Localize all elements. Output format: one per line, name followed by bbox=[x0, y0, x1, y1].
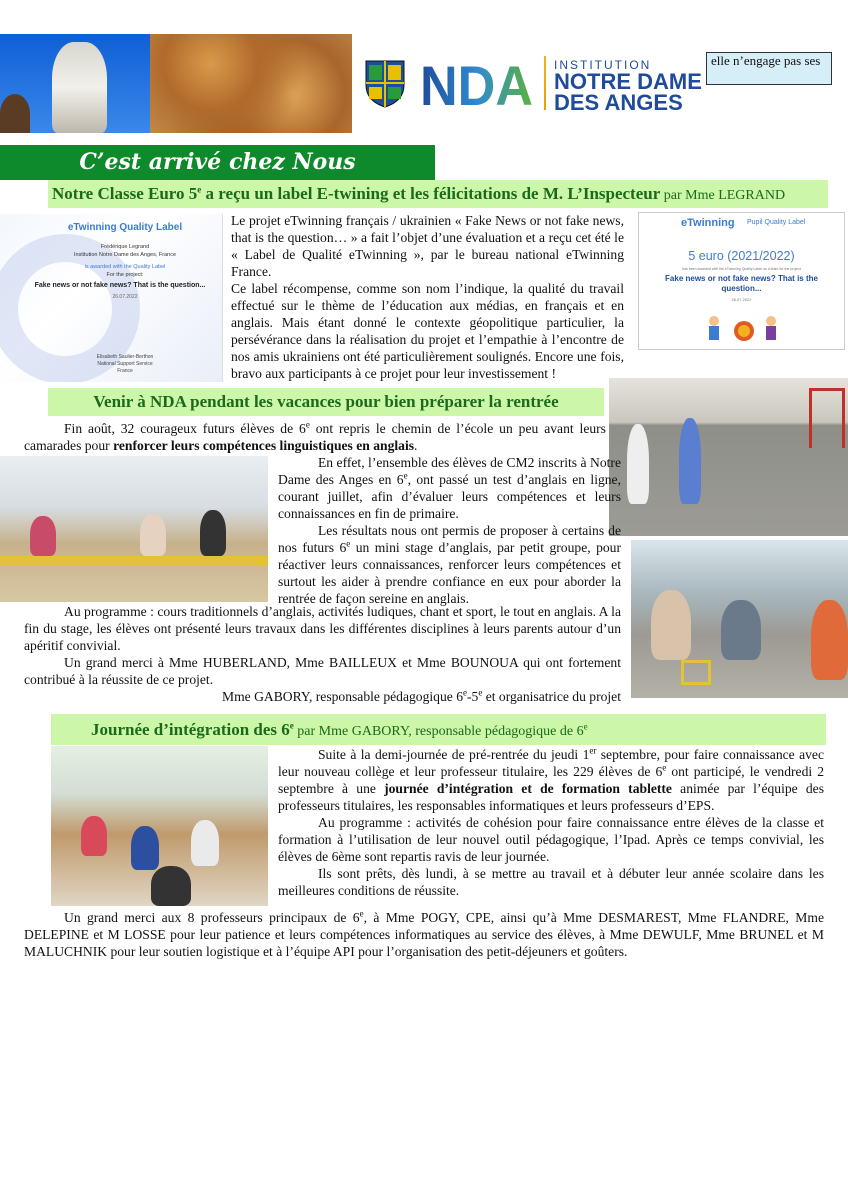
person-figure bbox=[721, 600, 761, 660]
cert-name: Frédérique Legrand bbox=[100, 244, 150, 250]
article1-p2: Ce label récompense, comme son nom l’indique, la qualité du travail effectué sur le thème de l’éducation aux médias, en français et en anglais. Mais étant donné le contexte géopolitique particulier, la persévérance dans la réalisation du projet et l’empathie à l’encontre de nos amis ukrainiens ont été particulièrement soulignés. Encore une fois, bravo aux participants à ce projet pour leur investissement ! bbox=[231, 281, 624, 381]
article1-text bbox=[231, 212, 624, 382]
article2-p2sup: e bbox=[403, 470, 408, 481]
quality-label-certificate bbox=[0, 214, 223, 382]
nda-logo-text: NDA bbox=[420, 58, 533, 110]
cert2-brand: eTwinning bbox=[681, 217, 735, 229]
article3-p1sup2: e bbox=[662, 762, 667, 773]
article3-p3: Ils sont prêts, dès lundi, à se mettre au travail et à débuter leur année scolaire dans les meilleures conditions de réussite. bbox=[278, 866, 824, 898]
article2-p1c: . bbox=[414, 438, 418, 453]
cert-signer-country: France bbox=[117, 368, 133, 374]
article3-heading-a: Journée d’intégration des 6 bbox=[91, 720, 290, 739]
tablet-training-photo bbox=[51, 746, 268, 906]
school-crest-icon bbox=[364, 57, 406, 109]
logo-separator bbox=[544, 56, 546, 110]
article3-p1a: Suite à la demi-journée de pré-rentrée du jeudi 1 bbox=[318, 747, 590, 762]
article3-text bbox=[278, 746, 824, 899]
article3-p1 bbox=[278, 746, 824, 814]
article3-byline-sup: e bbox=[583, 721, 588, 732]
article2-p2b: , ont passé un test d’anglais en ligne, courant juillet, afin d’évaluer leurs compétences et leurs connaissances en fin de primaire. bbox=[278, 472, 621, 521]
article2-p3a: Les résultats nous ont permis de proposer à certains de nos futurs 6 bbox=[278, 523, 621, 555]
article1-byline: par Mme LEGRAND bbox=[660, 188, 786, 203]
chair bbox=[681, 660, 711, 685]
article1-heading-sup: e bbox=[197, 184, 202, 195]
child-figure bbox=[30, 516, 56, 556]
cert-for: For the project: bbox=[106, 272, 144, 278]
institution-line3: DES ANGES bbox=[554, 90, 683, 115]
article1-p1: Le projet eTwinning français / ukrainien « Fake News or not fake news, that is the question… » a fait l’objet d’une évaluation et a reçu cet été le « Label de Qualité eTwinning », par le bureau national eTwinning France. bbox=[231, 213, 624, 279]
classroom-photo bbox=[0, 456, 268, 602]
article3-p1sup: er bbox=[589, 745, 597, 756]
cert2-badge-icon bbox=[699, 311, 789, 347]
article3-p1bold: journée d’intégration et de formation tablette bbox=[384, 781, 672, 796]
article3-byline-a: par Mme GABORY, responsable pédagogique de 6 bbox=[293, 724, 584, 739]
cert-signer-role: National Support Service bbox=[97, 361, 153, 367]
article2-p2a: En effet, l’ensemble des élèves de CM2 inscrits à Notre Dame des Anges en 6 bbox=[278, 455, 621, 487]
article2-sig-c: et organisatrice du projet bbox=[482, 689, 621, 704]
article2-p1 bbox=[24, 420, 606, 454]
cert2-project: Fake news or not fake news? That is the question... bbox=[665, 274, 818, 293]
article3-heading-sup: e bbox=[289, 720, 294, 731]
article3-p4sup: e bbox=[359, 908, 364, 919]
article1-heading-a: Notre Classe Euro 5 bbox=[52, 184, 198, 203]
article2-p3 bbox=[278, 522, 621, 607]
institution-line1: INSTITUTION bbox=[554, 58, 652, 72]
article3-p4a: Un grand merci aux 8 professeurs principaux de 6 bbox=[64, 910, 360, 925]
article1-heading bbox=[48, 180, 828, 208]
tree-silhouette bbox=[0, 94, 30, 133]
cert-school: Institution Notre Dame des Anges, France bbox=[73, 252, 177, 258]
person-figure bbox=[651, 590, 691, 660]
institution-line2: NOTRE DAME bbox=[554, 69, 702, 94]
article2-p3b: un mini stage d’anglais, par petit groupe, pour réactiver leurs connaissances, renforcer leurs compétences et surtout les aider à prendre confiance en eux pour aborder la rentrée de façon sereine en anglais. bbox=[278, 540, 621, 606]
article3-p4b: , à Mme POGY, CPE, ainsi qu’à Mme DESMAREST, Mme FLANDRE, Mme DELEPINE et M LOSSE pour leur patience et leurs compétences informatiques au service des élèves, à Mme DEWULF, Mme BRUNEL et M MALUCHNIK pour leur soutien logistique et à l’équipe API pour l’organisation des petit-déjeuners et goûters. bbox=[24, 910, 824, 959]
schoolyard-photo bbox=[609, 378, 848, 536]
article2-heading: Venir à NDA pendant les vacances pour bien préparer la rentrée bbox=[48, 388, 604, 416]
cert2-date: 26.07.2022 bbox=[731, 297, 752, 302]
article2-signature bbox=[24, 688, 621, 705]
pupil-quality-label bbox=[638, 212, 845, 350]
child-figure bbox=[200, 510, 226, 556]
child-figure bbox=[140, 514, 166, 556]
cert-brand: eTwinning Quality Label bbox=[67, 222, 183, 233]
cert-awarded: is awarded with the Quality Label bbox=[84, 264, 166, 270]
disclaimer-box: elle n’engage pas ses bbox=[706, 52, 832, 85]
cert2-label: Pupil Quality Label bbox=[747, 219, 806, 226]
article2-p4: Au programme : cours traditionnels d’anglais, activités ludiques, chant et sport, le tout en anglais. A la fin du stage, les élèves ont présenté leurs travaux dans les différentes disciplines à leurs parents autour d’un apéritif convivial. bbox=[24, 604, 621, 653]
article2-p1b: ont repris le chemin de l’école un peu avant leurs camarades pour bbox=[24, 421, 606, 453]
goal-post bbox=[809, 388, 845, 448]
article2-sig-sup1: e bbox=[463, 687, 467, 698]
article2-p5: Un grand merci à Mme HUBERLAND, Mme BAILLEUX et Mme BOUNOUA qui ont fortement contribué à la réussite de ce projet. bbox=[24, 655, 621, 687]
chairs bbox=[0, 556, 268, 566]
article2-p3sup: e bbox=[346, 538, 351, 549]
cert-signer: Elisabeth Saulier-Berthon bbox=[96, 354, 154, 360]
article2-sig-b: -5 bbox=[467, 689, 479, 704]
nda-logo bbox=[420, 58, 535, 110]
person-figure bbox=[811, 600, 848, 680]
cert-date: 26.07.2022 bbox=[112, 294, 138, 300]
article2-p2 bbox=[278, 454, 621, 522]
article1-heading-b: a reçu un label E-twining et les félicitations de M. L’Inspecteur bbox=[201, 184, 661, 203]
cert2-class: 5 euro (2021/2022) bbox=[688, 249, 795, 263]
article2-sig-a: Mme GABORY, responsable pédagogique 6 bbox=[221, 689, 463, 704]
child-figure bbox=[191, 820, 219, 866]
article2-p1a: Fin août, 32 courageux futurs élèves de 6 bbox=[64, 421, 306, 436]
parents-aperitif-photo bbox=[631, 540, 848, 698]
article3-byline bbox=[293, 721, 588, 739]
child-figure bbox=[627, 424, 649, 504]
child-figure bbox=[131, 826, 159, 870]
child-figure bbox=[81, 816, 107, 856]
autumn-tree bbox=[150, 34, 352, 133]
article3-p4 bbox=[24, 909, 824, 960]
cert-project: Fake news or not fake news? That is the question... bbox=[34, 282, 206, 289]
article2-p1sup: e bbox=[305, 419, 310, 430]
article3-heading bbox=[51, 714, 826, 745]
institution-name bbox=[554, 58, 702, 114]
article2-lower bbox=[24, 603, 621, 705]
statue bbox=[52, 42, 107, 133]
header-photo bbox=[0, 34, 352, 133]
cert2-note: has been awarded with the eTwinning Quality Label as a team for the project bbox=[682, 267, 801, 271]
article3-p1c: ont participé, le vendredi 2 septembre à une bbox=[278, 764, 825, 796]
article3-p1d: animée par l’équipe des professeurs titulaires, les responsables informatiques et leurs professeurs d’EPS. bbox=[278, 781, 825, 813]
article2-sig-sup2: e bbox=[478, 687, 483, 698]
article3-p1b: septembre, pour faire connaissance avec leur nouveau collège et leur professeur titulaire, les 229 élèves de 6 bbox=[278, 747, 824, 779]
child-figure bbox=[679, 418, 701, 504]
child-figure bbox=[151, 866, 191, 906]
article3-p2: Au programme : activités de cohésion pour faire connaissance entre élèves de la classe et formation à l’utilisation de leur nouvel outil pédagogique, l’Ipad. Après ce temps convivial, les élèves de 6ème sont repartis ravis de leur journée. bbox=[278, 815, 824, 864]
article2-p1bold: renforcer leurs compétences linguistiques en anglais bbox=[113, 438, 415, 453]
section-banner: C’est arrivé chez Nous bbox=[0, 145, 435, 180]
